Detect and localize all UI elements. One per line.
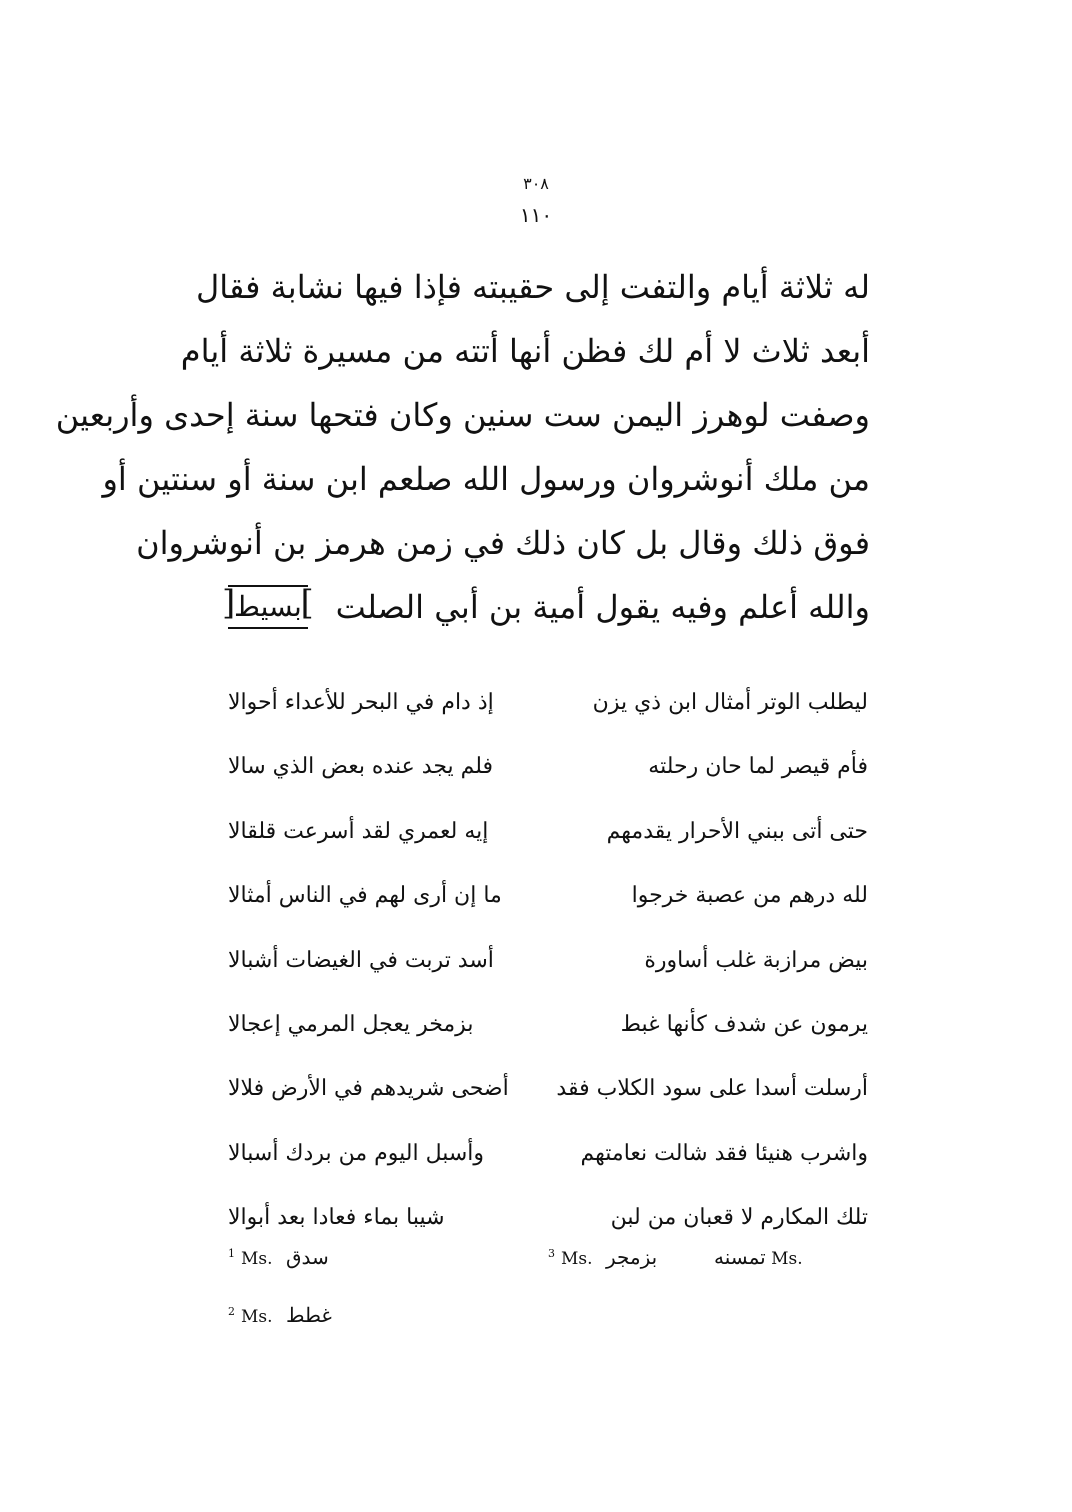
prose-line: أبعد ثلاث لا أم لك فظن أنها أتته من مسيرة ثلاثة أيام [180, 332, 870, 370]
verse [228, 1007, 868, 1071]
hemistich-first: حتى أتى ببني الأحرار يقدمهم [606, 818, 868, 844]
hemistich-second: ما إن أرى لهم في الناس أمثالا [228, 883, 502, 909]
hemistich-first: تلك المكارم لا قعبان من لبن [610, 1205, 868, 1231]
prose-line [220, 585, 870, 649]
footnote [228, 1245, 329, 1269]
hemistich-second: إيه لعمري لقد أسرعت قلقالا [228, 818, 489, 844]
hemistich-first: لله درهم من عصبة خرجوا [631, 883, 868, 909]
hemistich-second: أسد تربت في الغيضات أشبالا [228, 947, 494, 973]
verse [228, 943, 868, 1007]
hemistich-second: إذ دام في البحر للأعداء أحوالا [228, 690, 494, 715]
prose-line: فوق ذلك وقال بل كان ذلك في زمن هرمز بن أنوشروان [136, 524, 870, 562]
footnote-label: Ms. [241, 1249, 273, 1269]
prose-paragraph [55, 265, 870, 649]
verse [228, 685, 868, 749]
footnotes [228, 1245, 868, 1361]
footnote-number: 3 [548, 1247, 555, 1261]
prose-line: وصفت لوهرز اليمن ست سنين وكان فتحها سنة إحدى وأربعين [55, 396, 870, 434]
prose-line: له ثلاثة أيام والتفت إلى حقيبته فإذا فيها نشابة فقال [195, 268, 870, 306]
verse [228, 814, 868, 878]
footnote-label: Ms. [771, 1249, 803, 1269]
meter-tag: [ بسيط ] [228, 585, 308, 629]
prose-line-text: والله أعلم وفيه يقول أمية بن أبي الصلت [335, 588, 870, 626]
verse [228, 749, 868, 813]
verse [228, 1071, 868, 1135]
hemistich-second: أضحى شريدهم في الأرض فلالا [228, 1076, 509, 1102]
poem [228, 685, 868, 1265]
hemistich-second: بزمخر يعجل المرمي إعجالا [228, 1011, 474, 1037]
hemistich-first: فأم قيصر لما حان رحلته [648, 754, 868, 780]
footnote-text: بزمجر [605, 1245, 658, 1269]
footnote [706, 1245, 803, 1269]
footnote [228, 1303, 332, 1327]
footnote-row [228, 1245, 868, 1303]
prose-line: من ملك أنوشروان ورسول الله صلعم ابن سنة أو سنتين أو [102, 460, 870, 498]
verse [228, 1136, 868, 1200]
hemistich-second: فلم يجد عنده بعض الذي سالا [228, 754, 494, 780]
hemistich-first: ليطلب الوتر أمثال ابن ذي يزن [592, 690, 868, 715]
hemistich-second: وأسبل اليوم من بردك أسبالا [228, 1140, 485, 1166]
hemistich-first: أرسلت أسدا على سود الكلاب فقد [556, 1076, 868, 1102]
footnote-text: تمسنه [714, 1245, 766, 1269]
footnote-row [228, 1303, 868, 1361]
footnote [548, 1245, 657, 1269]
footnote-number: 2 [228, 1305, 235, 1319]
footnote-number: 1 [228, 1247, 235, 1261]
verse [228, 878, 868, 942]
footnote-text: سدق [285, 1245, 329, 1269]
hemistich-first: يرمون عن شدف كأنها غبط [620, 1011, 868, 1037]
footnote-label: Ms. [561, 1249, 593, 1269]
folio-top: ٣٠٨ [523, 174, 549, 193]
page-number: ١١٠ [519, 203, 553, 227]
footnote-label: Ms. [241, 1307, 273, 1327]
footnote-text: غطط [285, 1303, 332, 1327]
hemistich-second: شيبا بماء فعادا بعد أبوالا [228, 1205, 445, 1231]
hemistich-first: واشرب هنيئا فقد شالت نعامتهم [580, 1140, 868, 1166]
hemistich-first: بيض مرازبة غلب أساورة [644, 947, 868, 973]
